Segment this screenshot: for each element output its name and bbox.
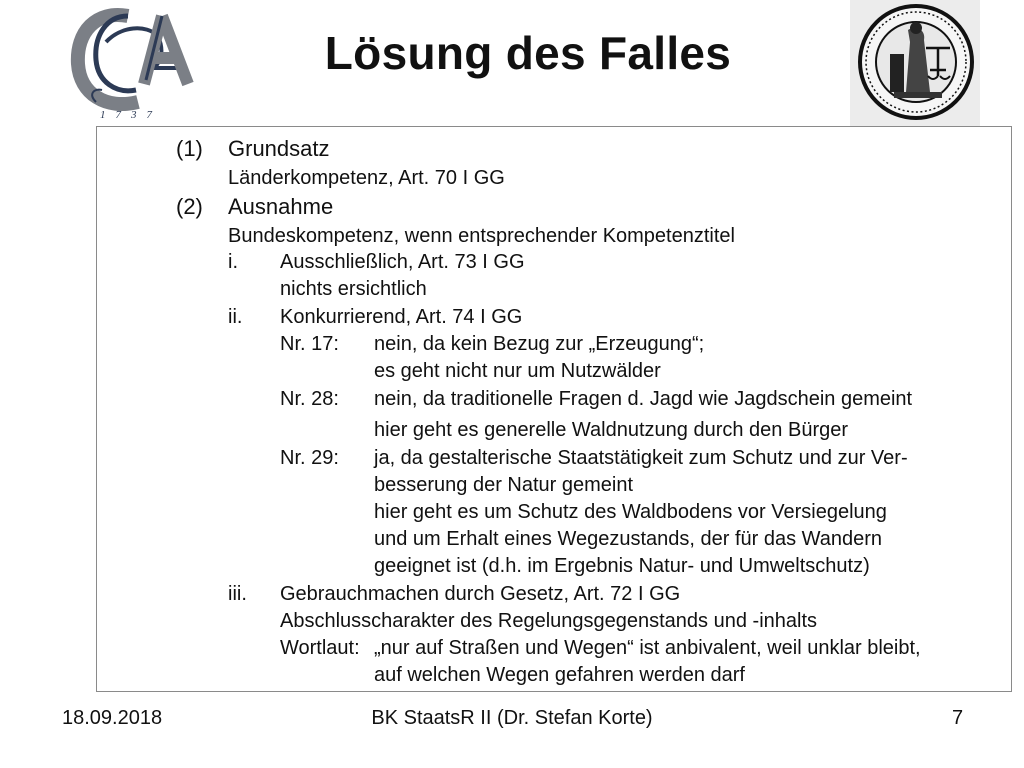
nr28-line1: nein, da traditionelle Fragen d. Jagd wie Jagdschein gemeint: [374, 388, 913, 410]
seal-icon: [850, 0, 980, 126]
nr17-line1: nein, da kein Bezug zur „Erzeugung“;: [374, 333, 705, 355]
nr29-line1: ja, da gestalterische Staatstätigkeit zum Schutz und zur Ver-: [374, 447, 908, 469]
wortlaut-label: Wortlaut:: [280, 637, 360, 659]
nr17-line2: es geht nicht nur um Nutzwälder: [374, 360, 661, 382]
item2-number: (2): [176, 194, 203, 219]
content-box: [96, 126, 1012, 692]
wortlaut-line2: auf welchen Wegen gefahren werden darf: [374, 664, 745, 686]
logo-year-text: 1737: [100, 109, 162, 121]
item1-subtext: Länderkompetenz, Art. 70 I GG: [228, 167, 505, 189]
nr29-line2: besserung der Natur gemeint: [374, 474, 634, 496]
sub-ii-text: Konkurrierend, Art. 74 I GG: [280, 306, 523, 328]
sub-ii-number: ii.: [228, 306, 243, 328]
sub-iii-text: Gebrauchmachen durch Gesetz, Art. 72 I GG: [280, 583, 681, 605]
nr29-label: Nr. 29:: [280, 447, 339, 469]
sub-i-number: i.: [228, 251, 238, 273]
nr29-line5: geeignet ist (d.h. im Ergebnis Natur- und Umweltschutz): [374, 555, 870, 577]
seal-image: [850, 0, 980, 126]
sub-iii-line2: Abschlusscharakter des Regelungsgegenstands und -inhalts: [280, 610, 818, 632]
item2-heading: Ausnahme: [228, 194, 334, 219]
item2-subtext: Bundeskompetenz, wenn entsprechender Kompetenztitel: [228, 225, 735, 247]
sub-iii-number: iii.: [228, 583, 247, 605]
footer-page-number: 7: [952, 707, 964, 729]
footer-date: 18.09.2018: [62, 707, 163, 729]
sub-i-line2: nichts ersichtlich: [280, 278, 427, 300]
nr29-line4: und um Erhalt eines Wegezustands, der für das Wandern: [374, 528, 883, 550]
item1-number: (1): [176, 136, 203, 161]
nr17-label: Nr. 17:: [280, 333, 339, 355]
item1-heading: Grundsatz: [228, 136, 330, 161]
nr28-label: Nr. 28:: [280, 388, 339, 410]
slide-title: Lösung des Falles: [324, 27, 732, 79]
footer-center-text: BK StaatsR II (Dr. Stefan Korte): [371, 707, 653, 729]
sub-i-text: Ausschließlich, Art. 73 I GG: [280, 251, 525, 273]
wortlaut-line1: „nur auf Straßen und Wegen“ ist anbivalent, weil unklar bleibt,: [374, 637, 921, 659]
nr29-line3: hier geht es um Schutz des Waldbodens vor Versiegelung: [374, 501, 887, 523]
nr28-line2: hier geht es generelle Waldnutzung durch den Bürger: [374, 419, 849, 441]
